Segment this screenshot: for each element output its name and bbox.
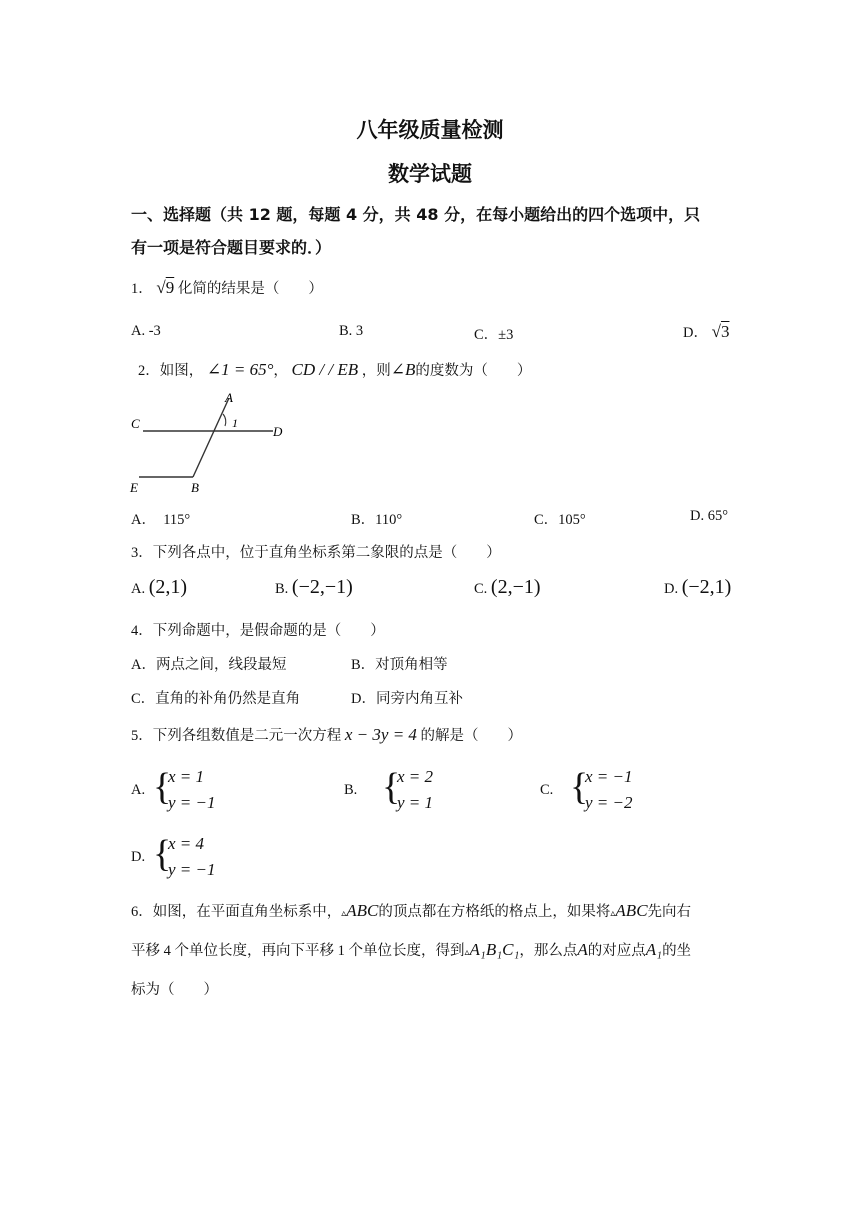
q2-option-c: C．105°	[534, 512, 586, 528]
q1-option-d-label: D．	[683, 325, 708, 341]
q5-option-a-eq1	[168, 767, 204, 787]
question-3: 3．下列各点中，位于直角坐标系第二象限的点是（ ）	[131, 545, 501, 561]
q4-option-d: D．同旁内角互补	[351, 691, 463, 707]
label-1: 1	[232, 416, 238, 430]
q1-option-c: C．±3	[474, 327, 514, 343]
q2-option-d: D. 65°	[690, 508, 729, 524]
q6-line2-pre: 平移 4 个单位长度，再向下平移 1 个单位长度，得到	[131, 943, 465, 959]
q3-option-c-value: (2,−1)	[490, 576, 541, 598]
q5-option-d-eq1	[168, 834, 204, 854]
q3-option-d-value: (−2,1)	[681, 576, 732, 598]
q2-angle-expr: ∠1 = 65°	[206, 360, 274, 379]
q5-option-b-eq2	[397, 793, 433, 813]
q5-a-eq1-text: x = 1	[168, 767, 205, 786]
question-4: 4．下列命题中，是假命题的是（ ）	[131, 623, 385, 639]
page-subtitle: 数学试题	[388, 162, 472, 186]
label-a: A	[225, 390, 233, 405]
q2-option-a: A． 115°	[131, 512, 191, 528]
q6-abc-2: ABC	[615, 901, 648, 920]
q4-option-c: C．直角的补角仍然是直角	[131, 691, 301, 707]
q5-option-d-brace: {	[153, 833, 172, 875]
question-6-line1	[131, 900, 691, 921]
angle-1-arc	[223, 414, 226, 426]
q3-option-b-label: B.	[275, 581, 289, 597]
q5-option-c-eq1	[585, 767, 633, 787]
q3-option-b-value: (−2,−1)	[291, 576, 353, 598]
q2-sep: ，	[273, 363, 288, 379]
q5-option-a-brace: {	[153, 766, 172, 808]
q1-option-b: B. 3	[339, 323, 364, 339]
q3-option-d-label: D.	[664, 581, 679, 597]
q3-option-d	[664, 576, 731, 599]
q5-option-b-eq1	[397, 767, 433, 787]
q5-option-a-label: A.	[131, 782, 146, 798]
q6-line2-mid: ，那么点	[519, 943, 578, 959]
q5-option-c-label: C.	[540, 782, 554, 798]
q5-d-eq2-text: y = −1	[168, 860, 216, 879]
section-heading-line1: 一、选择题（共 12 题，每题 4 分，共 48 分，在每小题给出的四个选项中，只	[131, 205, 701, 224]
q5-option-c-brace: {	[570, 766, 589, 808]
q5-option-d-label: D.	[131, 849, 146, 865]
q3-option-c-label: C.	[474, 581, 488, 597]
page-title: 八年级质量检测	[356, 118, 504, 142]
q1-option-d-sqrt: √3	[711, 322, 730, 341]
q6-a1b1c1: A₁B₁C₁	[469, 940, 520, 959]
question-6-line2	[131, 939, 691, 960]
q2-number: 2．	[138, 363, 160, 379]
section-heading-line2: 有一项是符合题目要求的．）	[131, 238, 332, 257]
q5-option-b-label: B.	[344, 782, 358, 798]
q3-option-c	[474, 576, 541, 599]
q3-option-b	[275, 576, 353, 599]
q1-sqrt: √9	[156, 278, 175, 297]
q5-option-c-eq2	[585, 793, 633, 813]
q5-d-eq1-text: x = 4	[168, 834, 205, 853]
q1-option-d	[683, 321, 729, 342]
q2-figure	[125, 388, 300, 496]
label-b: B	[191, 480, 199, 495]
label-e: E	[130, 480, 138, 495]
q4-option-a: A．两点之间，线段最短	[131, 657, 287, 673]
q5-equation: x − 3y = 4	[344, 725, 417, 744]
q6-line1-pre: 6．如图，在平面直角坐标系中，	[131, 904, 342, 920]
q2-pre: 如图，	[159, 363, 204, 379]
q1-option-a: A. -3	[131, 323, 161, 339]
q5-option-a-eq2	[168, 793, 216, 813]
q1-text: 化简的结果是（ ）	[177, 281, 323, 297]
q6-triangle-symbol-1: ▵	[341, 908, 347, 919]
q6-line1-mid: 的顶点都在方格纸的格点上，如果将	[378, 904, 611, 920]
q1-radicand: 9	[165, 278, 175, 297]
label-d: D	[273, 424, 283, 439]
q6-triangle-symbol-2: ▵	[610, 908, 616, 919]
question-5	[131, 724, 522, 745]
q2-then: ，则	[361, 363, 391, 379]
q5-b-eq2-text: y = 1	[397, 793, 434, 812]
q5-a-eq2-text: y = −1	[168, 793, 216, 812]
question-2	[138, 359, 531, 380]
q6-line2-mid2: 的对应点	[587, 943, 646, 959]
label-c: C	[131, 416, 140, 431]
q2-angle-b: ∠B	[390, 360, 416, 379]
q2-tail: 的度数为（ ）	[415, 363, 532, 379]
q3-option-a	[131, 576, 187, 599]
q5-option-b-brace: {	[382, 766, 401, 808]
q5-c-eq2-text: y = −2	[585, 793, 633, 812]
q5-post: 的解是（ ）	[420, 728, 523, 744]
transversal-ab	[193, 398, 229, 477]
q1-number: 1．	[131, 281, 153, 297]
q5-option-d-eq2	[168, 860, 216, 880]
q3-option-a-value: (2,1)	[148, 576, 188, 598]
q6-line1-post: 先向右	[647, 904, 692, 920]
q4-option-b: B．对顶角相等	[351, 657, 448, 673]
q5-c-eq1-text: x = −1	[585, 767, 633, 786]
q6-point-a: A	[577, 940, 588, 959]
q6-abc-1: ABC	[346, 901, 379, 920]
q1-option-d-radicand: 3	[720, 322, 730, 341]
q2-parallel: CD / / EB	[291, 360, 359, 379]
q2-option-b: B．110°	[351, 512, 403, 528]
q6-line2-post: 的坐	[662, 943, 692, 959]
q6-point-a1: A₁	[645, 940, 663, 959]
question-1	[131, 277, 323, 298]
question-6-line3: 标为（ ）	[131, 982, 218, 998]
q6-triangle-symbol-3: ▵	[464, 947, 470, 958]
q5-b-eq1-text: x = 2	[397, 767, 434, 786]
q5-pre: 5．下列各组数值是二元一次方程	[131, 728, 342, 744]
q3-option-a-label: A.	[131, 581, 146, 597]
